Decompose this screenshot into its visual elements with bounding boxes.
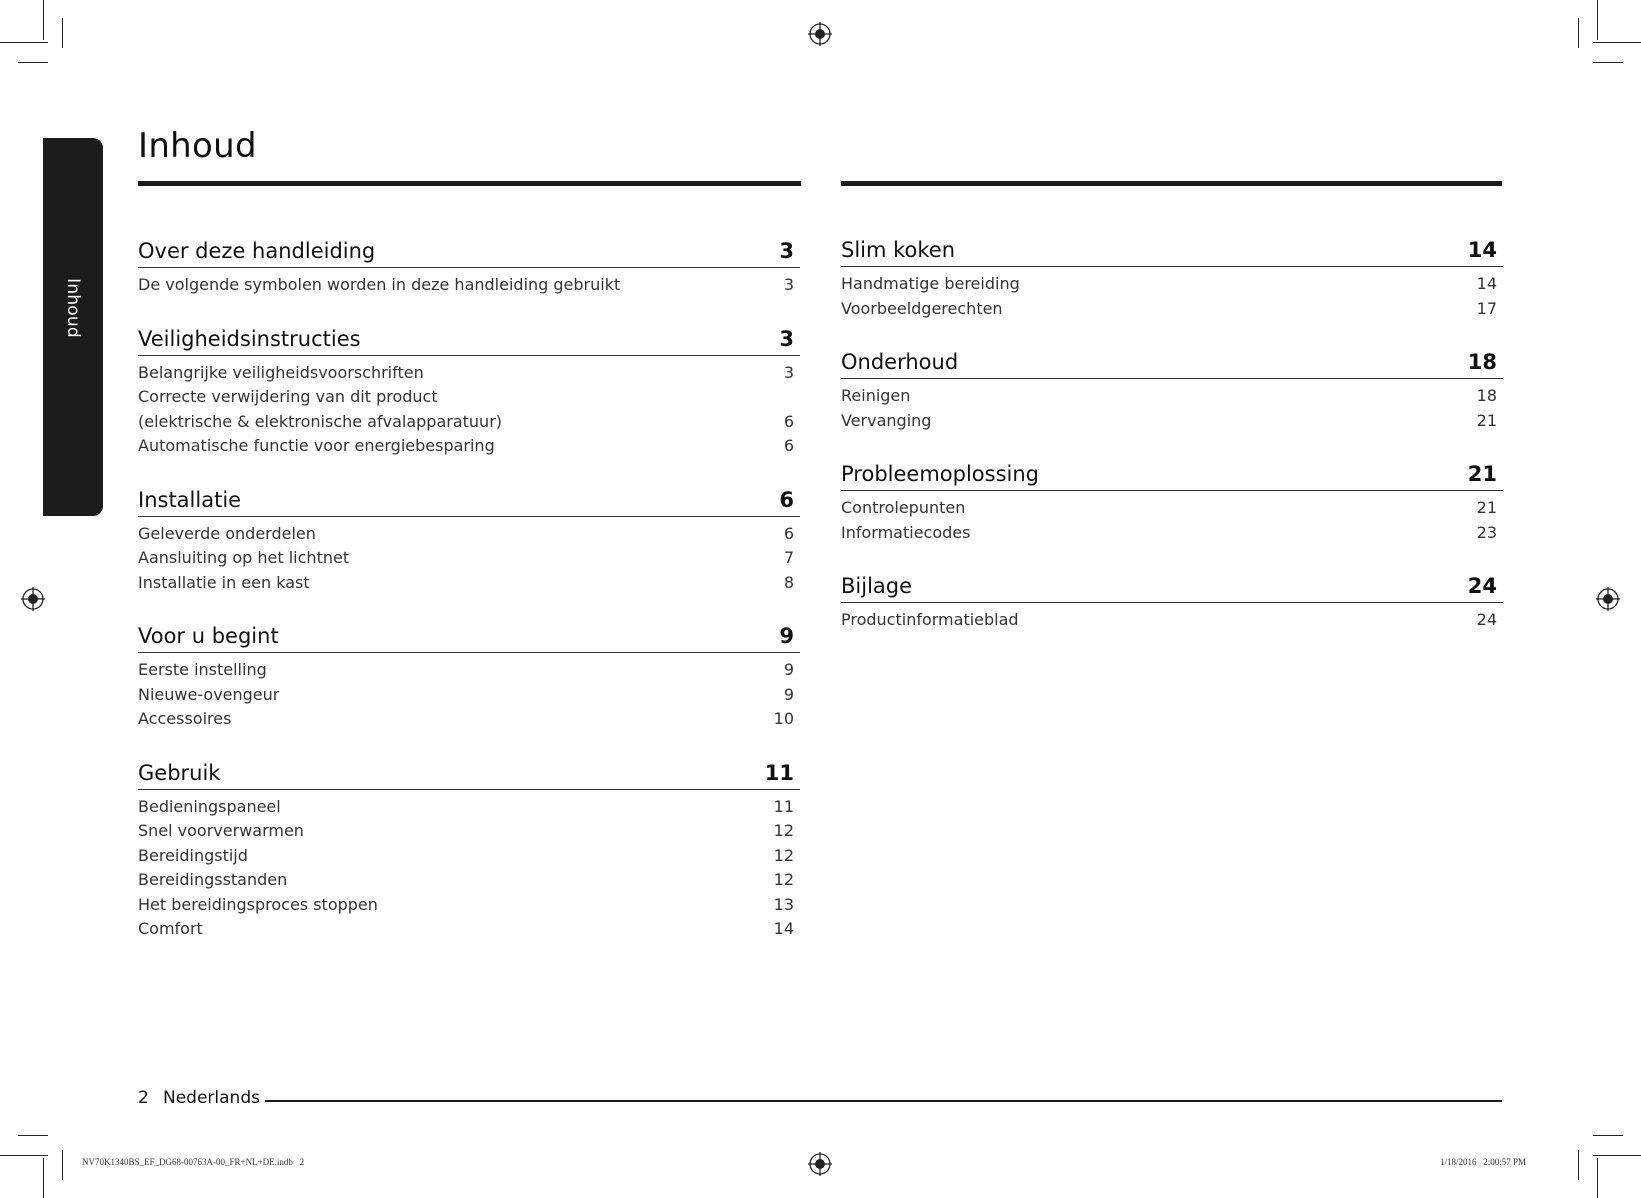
toc-entry[interactable] xyxy=(138,917,800,942)
toc-entry-page: 24 xyxy=(1476,610,1497,629)
toc-entry-label: Bedieningspaneel xyxy=(138,796,281,816)
toc-section xyxy=(841,452,1503,545)
toc-section-heading[interactable] xyxy=(138,614,800,653)
registration-mark-icon xyxy=(808,22,832,46)
toc-section-page: 18 xyxy=(1467,350,1497,374)
footer-language: Nederlands xyxy=(163,1088,260,1108)
crop-mark-icon xyxy=(43,1158,44,1198)
toc-entry-list xyxy=(138,356,800,459)
toc-entry-page: 14 xyxy=(773,919,794,938)
toc-entry-label: Voorbeeldgerechten xyxy=(841,298,1003,318)
toc-section-page: 24 xyxy=(1467,574,1497,598)
toc-entry-label: Productinformatieblad xyxy=(841,610,1019,629)
registration-mark-icon xyxy=(21,587,45,611)
toc-section-title: Bijlage xyxy=(841,574,913,598)
print-slug-file: NV70K1340BS_EF_DG68-00763A-00_FR+NL+DE.indb 2 xyxy=(82,1157,305,1167)
crop-mark-icon xyxy=(1593,1155,1641,1156)
registration-mark-icon xyxy=(1596,587,1620,611)
toc-entry-label: Installatie in een kast xyxy=(138,572,310,592)
crop-mark-icon xyxy=(1597,0,1598,40)
toc-entry-page: 3 xyxy=(783,275,794,294)
toc-section xyxy=(138,317,800,459)
toc-entry[interactable] xyxy=(841,384,1503,409)
toc-section-page: 21 xyxy=(1467,462,1497,486)
toc-entry-page: 6 xyxy=(783,436,794,455)
toc-entry[interactable] xyxy=(138,893,800,918)
crop-mark-icon xyxy=(0,42,48,43)
toc-entry[interactable] xyxy=(138,868,800,893)
toc-right-column xyxy=(841,228,1503,652)
toc-section-heading[interactable] xyxy=(841,452,1503,491)
toc-entry-page: 7 xyxy=(783,548,794,567)
crop-mark-icon xyxy=(18,1135,48,1136)
toc-section-heading[interactable] xyxy=(138,229,800,268)
toc-entry-list xyxy=(138,653,800,732)
toc-section-title: Veiligheidsinstructies xyxy=(138,326,361,351)
toc-section-page: 11 xyxy=(764,760,794,785)
side-chapter-tab xyxy=(43,138,103,516)
toc-entry-label: Comfort xyxy=(138,919,203,938)
toc-section-heading[interactable] xyxy=(138,317,800,356)
side-tab-label: Inhoud xyxy=(63,278,83,338)
toc-entry-label: Geleverde onderdelen xyxy=(138,523,316,543)
toc-entry-label: Handmatige bereiding xyxy=(841,274,1020,293)
toc-entry-label: Bereidingsstanden xyxy=(138,870,288,889)
toc-section-page: 14 xyxy=(1467,238,1497,262)
crop-mark-icon xyxy=(62,1150,63,1180)
toc-entry-page: 18 xyxy=(1476,386,1497,405)
toc-entry-page: 17 xyxy=(1476,298,1497,318)
toc-entry[interactable] xyxy=(138,795,800,820)
toc-entry-list xyxy=(138,790,800,942)
toc-entry-label: Automatische functie voor energiebesparing xyxy=(138,436,495,455)
toc-section-title: Onderhoud xyxy=(841,350,959,374)
toc-section-heading[interactable] xyxy=(138,751,800,790)
crop-mark-icon xyxy=(62,18,63,48)
crop-mark-icon xyxy=(1578,18,1579,48)
toc-entry-label: De volgende symbolen worden in deze handleiding gebruikt xyxy=(138,275,621,294)
crop-mark-icon xyxy=(18,62,48,63)
footer-page-number: 2 xyxy=(138,1088,149,1108)
toc-entry-page: 6 xyxy=(783,411,794,431)
toc-section-title: Slim koken xyxy=(841,238,956,262)
toc-entry[interactable] xyxy=(841,297,1503,322)
toc-entry-label: Het bereidingsproces stoppen xyxy=(138,894,378,914)
toc-entry-page: 12 xyxy=(773,870,794,889)
title-rule-left xyxy=(138,181,801,186)
toc-entry[interactable] xyxy=(841,496,1503,521)
toc-entry-page: 9 xyxy=(783,684,794,704)
toc-entry-list xyxy=(841,379,1503,433)
toc-entry[interactable] xyxy=(138,361,800,386)
page-title: Inhoud xyxy=(138,126,257,166)
footer-rule xyxy=(265,1100,1502,1102)
toc-entry[interactable] xyxy=(841,521,1503,546)
toc-section-title: Voor u begint xyxy=(138,624,279,648)
toc-entry[interactable] xyxy=(138,683,800,708)
toc-entry-page: 21 xyxy=(1476,498,1497,517)
crop-mark-icon xyxy=(43,0,44,40)
toc-entry-label: Accessoires xyxy=(138,709,232,728)
toc-section-heading[interactable] xyxy=(841,340,1503,379)
toc-section-heading[interactable] xyxy=(138,478,800,517)
toc-entry-page: 6 xyxy=(783,523,794,543)
toc-entry[interactable] xyxy=(138,844,800,869)
toc-left-column xyxy=(138,229,800,961)
toc-entry[interactable] xyxy=(138,546,800,571)
toc-entry-label: Aansluiting op het lichtnet xyxy=(138,548,350,567)
toc-section-page: 3 xyxy=(779,326,794,351)
toc-entry[interactable] xyxy=(138,707,800,732)
toc-entry[interactable] xyxy=(138,273,800,298)
toc-entry-page: 11 xyxy=(773,796,794,816)
toc-entry-label: Nieuwe-ovengeur xyxy=(138,684,280,704)
crop-mark-icon xyxy=(0,1155,48,1156)
toc-section xyxy=(841,340,1503,433)
toc-section-page: 9 xyxy=(779,624,794,648)
toc-entry[interactable] xyxy=(841,608,1503,633)
toc-section-heading[interactable] xyxy=(841,228,1503,267)
toc-entry-list xyxy=(841,491,1503,545)
crop-mark-icon xyxy=(1593,1135,1623,1136)
toc-entry-page: 9 xyxy=(783,660,794,679)
toc-entry[interactable] xyxy=(138,658,800,683)
toc-entry[interactable] xyxy=(138,434,800,459)
toc-entry[interactable] xyxy=(841,272,1503,297)
toc-section xyxy=(138,478,800,596)
toc-entry-label: Eerste instelling xyxy=(138,660,267,679)
toc-entry-list xyxy=(138,517,800,596)
crop-mark-icon xyxy=(1578,1150,1579,1180)
toc-entry[interactable] xyxy=(138,819,800,844)
toc-entry-page: 21 xyxy=(1476,410,1497,430)
toc-entry-page: 14 xyxy=(1476,274,1497,293)
print-slug-timestamp: 1/18/2016 2:00:57 PM xyxy=(1440,1157,1527,1167)
toc-entry-page: 3 xyxy=(783,362,794,382)
toc-section-title: Probleemoplossing xyxy=(841,462,1039,486)
toc-section xyxy=(138,614,800,732)
toc-entry[interactable] xyxy=(138,385,800,434)
toc-entry-label: Informatiecodes xyxy=(841,522,971,542)
toc-section-page: 6 xyxy=(779,487,794,512)
toc-entry[interactable] xyxy=(138,571,800,596)
toc-section-page: 3 xyxy=(779,239,794,263)
toc-entry-label: Snel voorverwarmen xyxy=(138,821,304,840)
crop-mark-icon xyxy=(1593,62,1623,63)
toc-entry-label: Reinigen xyxy=(841,386,911,405)
toc-section xyxy=(841,564,1503,633)
toc-entry-page: 23 xyxy=(1476,522,1497,542)
toc-entry-label: Controlepunten xyxy=(841,498,966,517)
crop-mark-icon xyxy=(1597,1158,1598,1198)
toc-section xyxy=(841,228,1503,321)
toc-section-title: Over deze handleiding xyxy=(138,239,376,263)
registration-mark-icon xyxy=(808,1152,832,1176)
toc-entry-page: 12 xyxy=(773,821,794,840)
toc-section-heading[interactable] xyxy=(841,564,1503,603)
crop-mark-icon xyxy=(1593,42,1641,43)
title-rule-right xyxy=(841,181,1502,186)
toc-entry[interactable] xyxy=(138,522,800,547)
toc-entry-page: 12 xyxy=(773,845,794,865)
toc-entry-page: 13 xyxy=(773,894,794,914)
toc-entry-list xyxy=(138,268,800,298)
toc-section-title: Installatie xyxy=(138,487,242,512)
toc-entry-label: Bereidingstijd xyxy=(138,845,248,865)
toc-entry-list xyxy=(841,603,1503,633)
toc-section xyxy=(138,751,800,942)
toc-entry-list xyxy=(841,267,1503,321)
toc-entry-label: Vervanging xyxy=(841,410,932,430)
toc-entry-page: 8 xyxy=(783,572,794,592)
toc-entry-label: Correcte verwijdering van dit product (elektrische & elektronische afvalapparatuur) xyxy=(138,387,503,431)
toc-entry-label: Belangrijke veiligheidsvoorschriften xyxy=(138,362,424,382)
toc-section xyxy=(138,229,800,298)
toc-section-title: Gebruik xyxy=(138,760,221,785)
toc-entry[interactable] xyxy=(841,409,1503,434)
toc-entry-page: 10 xyxy=(773,709,794,728)
